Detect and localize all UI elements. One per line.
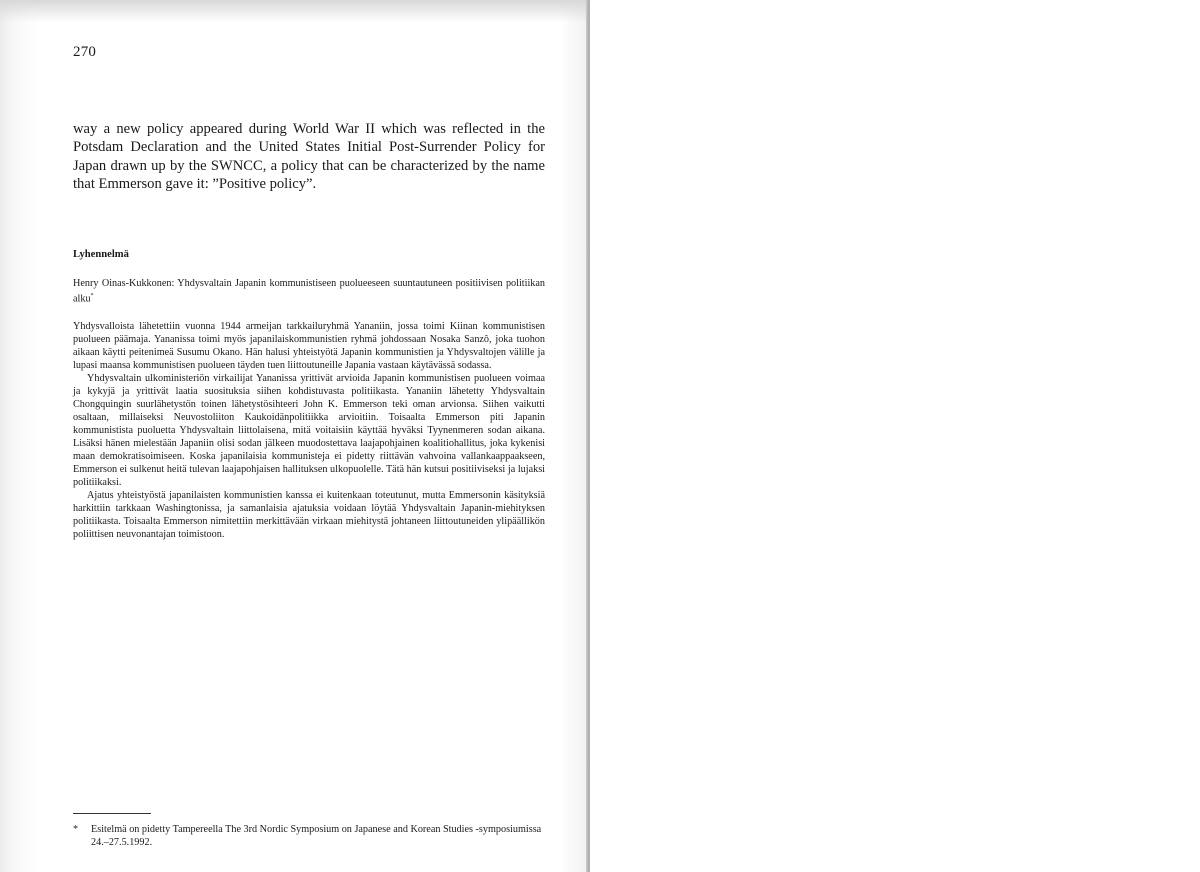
- summary-body: [73, 320, 545, 541]
- summary-paragraph: Ajatus yhteistyöstä japanilaisten kommunistien kanssa ei kuitenkaan toteutunut, mutta Emmersonin käsityksiä harkittiin tarkkaan Washingtonissa, ja samanlaisia ajatuksia voidaan löytää Yhdysvaltain Japanin-miehityksen politiikasta. Toisaalta Emmerson nimitettiin merkittävään virkaan miehitystä johtaneen liittoutuneiden ylipäällikön poliittisen neuvonantajan toimistoon.: [73, 490, 545, 540]
- footnote-divider: [73, 813, 151, 814]
- right-page-blank: [590, 0, 1200, 872]
- english-text-block: [73, 120, 545, 194]
- page-number: 270: [73, 44, 97, 60]
- summary-paragraph: Yhdysvalloista lähetettiin vuonna 1944 armeijan tarkkailuryhmä Yananiin, jossa toimi Kiinan kommunistisen puolueen päämaja. Yananissa toimi myös japanilaiskommunistien ryhmä johdossaan Nosaka Sanzô, joka tuohon aikaan käytti peitenimeä Susumu Okano. Hän halusi yhteistyötä Japanin kommunistien ja Yhdysvaltojen välille ja lupasi maansa kommunistisen puolueen täyden tuen liittoutuneille Japania vastaan käytävässä sodassa.: [73, 321, 545, 371]
- footnote-text: Esitelmä on pidetty Tampereella The 3rd Nordic Symposium on Japanese and Korean Studies -symposiumissa 24.–27.5.1992.: [91, 824, 542, 848]
- footnote-reference-mark: *: [90, 293, 94, 299]
- summary-heading: Lyhennelmä: [73, 249, 129, 260]
- footnote: [73, 823, 545, 849]
- summary-paragraph: Yhdysvaltain ulkoministeriön virkailijat Yananissa yrittivät arvioida Japanin kommunistisen puolueen voimaa ja kykyjä ja yrittivät laatia suosituksia siihen kohdistuvasta politiikasta. Yananiin lähetetty Yhdysvaltain Chongquingin suurlähetystön toinen lähetystösihteeri John K. Emmerson teki oman arvionsa. Siihen vaikutti osaltaan, millaiseksi Neuvostoliiton Kaukoidänpolitiikka arvioitiin. Toisaalta Emmerson piti Japanin kommunistista puoluetta Yhdysvaltain liittolaisena, mitä voitaisiin käyttää hyväksi Tyynenmeren sodan aikana. Lisäksi hänen mielestään Japaniin olisi sodan jälkeen muodostettava laajapohjainen koalitiohallitus, joka kykenisi maan demokratisoimiseen. Koska japanilaisia kommunisteja ei pidetty riittävän vahvoina vallankaappaakseen, Emmerson ei sulkenut heitä tulevan laajapohjaisen hallituksen ulkopuolelle. Tätä hän kutsui positiiviseksi ja lujaksi politiikaksi.: [73, 373, 545, 488]
- footnote-mark: *: [73, 824, 79, 835]
- summary-title-text: Henry Oinas-Kukkonen: Yhdysvaltain Japanin kommunistiseen puolueeseen suuntautuneen positiivisen politiikan alku: [73, 278, 545, 305]
- left-page: [0, 0, 590, 872]
- english-paragraph: way a new policy appeared during World War II which was reflected in the Potsdam Declaration and the United States Initial Post-Surrender Policy for Japan drawn up by the SWNCC, a policy that can be characterized by the name that Emmerson gave it: ”Positive policy”.: [73, 121, 545, 193]
- summary-title: [73, 277, 545, 305]
